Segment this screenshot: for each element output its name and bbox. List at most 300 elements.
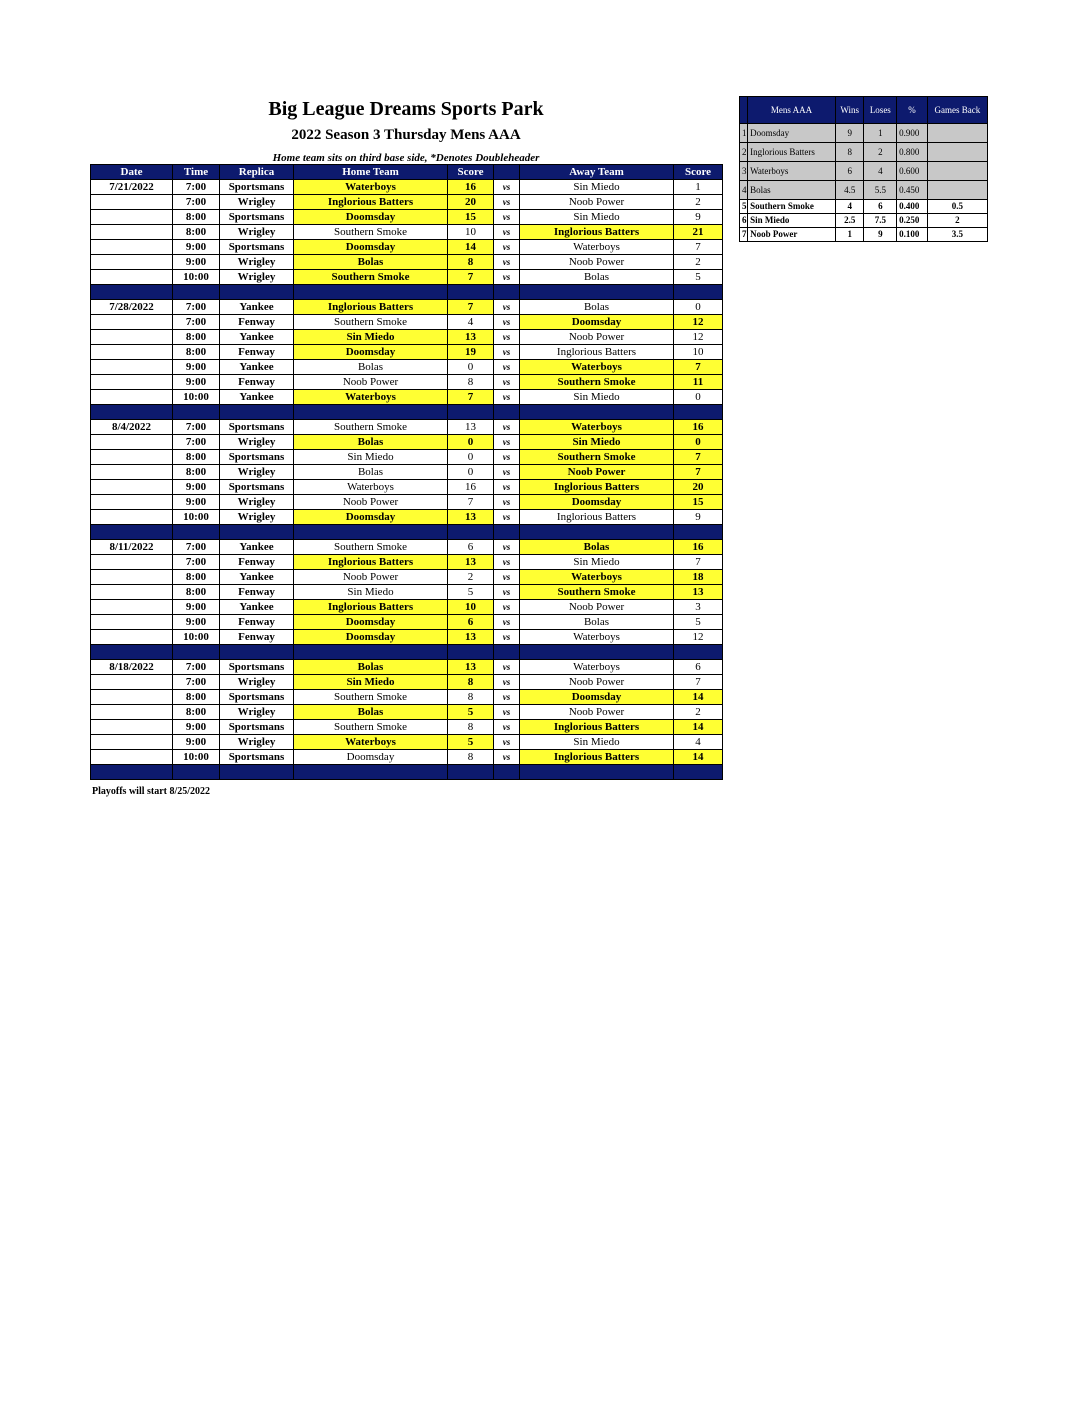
- separator-cell: [520, 405, 674, 420]
- standings-division-header: Mens AAA: [748, 97, 836, 124]
- standings-pct: 0.600: [897, 162, 928, 181]
- schedule-table: [90, 164, 723, 780]
- table-row: [91, 615, 723, 630]
- away-team: Sin Miedo: [520, 210, 674, 225]
- home-score: 13: [448, 660, 494, 675]
- home-score: 10: [448, 600, 494, 615]
- home-score: 7: [448, 390, 494, 405]
- home-team: Southern Smoke: [294, 540, 448, 555]
- home-team: Bolas: [294, 255, 448, 270]
- away-score: 20: [674, 480, 723, 495]
- game-replica: Sportsmans: [220, 210, 294, 225]
- game-time: 9:00: [173, 240, 220, 255]
- standings-loses: 9: [864, 228, 897, 242]
- separator-cell: [91, 285, 173, 300]
- game-time: 7:00: [173, 555, 220, 570]
- home-score: 8: [448, 720, 494, 735]
- vs-label: vs: [494, 675, 520, 690]
- away-score: 7: [674, 555, 723, 570]
- vs-label: vs: [494, 705, 520, 720]
- table-row: [91, 450, 723, 465]
- game-time: 8:00: [173, 570, 220, 585]
- separator-cell: [674, 405, 723, 420]
- game-date: [91, 720, 173, 735]
- away-team: Noob Power: [520, 330, 674, 345]
- game-replica: Fenway: [220, 585, 294, 600]
- game-date: [91, 555, 173, 570]
- home-team: Doomsday: [294, 345, 448, 360]
- game-replica: Fenway: [220, 615, 294, 630]
- home-score: 13: [448, 330, 494, 345]
- separator-cell: [448, 645, 494, 660]
- home-team: Waterboys: [294, 180, 448, 195]
- standings-pct-header: %: [897, 97, 928, 124]
- week-separator: [91, 525, 723, 540]
- game-time: 9:00: [173, 720, 220, 735]
- game-date: [91, 360, 173, 375]
- home-score: 7: [448, 270, 494, 285]
- separator-cell: [294, 525, 448, 540]
- standings-games-back: [927, 124, 987, 143]
- standings-pct: 0.250: [897, 214, 928, 228]
- table-row: [91, 240, 723, 255]
- game-date: [91, 390, 173, 405]
- table-row: [91, 270, 723, 285]
- game-time: 8:00: [173, 585, 220, 600]
- vs-label: vs: [494, 735, 520, 750]
- home-score: 0: [448, 360, 494, 375]
- vs-label: vs: [494, 345, 520, 360]
- table-row: [91, 555, 723, 570]
- home-score: 14: [448, 240, 494, 255]
- away-score: 7: [674, 240, 723, 255]
- standings-row: [740, 143, 988, 162]
- standings-rank: 5: [740, 200, 748, 214]
- game-time: 10:00: [173, 270, 220, 285]
- game-time: 7:00: [173, 675, 220, 690]
- standings-loses-header: Loses: [864, 97, 897, 124]
- game-date: 8/18/2022: [91, 660, 173, 675]
- away-team: Doomsday: [520, 690, 674, 705]
- vs-label: vs: [494, 465, 520, 480]
- vs-label: vs: [494, 660, 520, 675]
- game-date: 7/28/2022: [91, 300, 173, 315]
- game-replica: Wrigley: [220, 510, 294, 525]
- away-team: Inglorious Batters: [520, 510, 674, 525]
- game-date: [91, 330, 173, 345]
- game-time: 7:00: [173, 180, 220, 195]
- home-team: Doomsday: [294, 240, 448, 255]
- home-score: 6: [448, 615, 494, 630]
- table-row: [91, 315, 723, 330]
- game-replica: Yankee: [220, 390, 294, 405]
- table-row: [91, 255, 723, 270]
- separator-cell: [494, 765, 520, 780]
- standings-rank: 6: [740, 214, 748, 228]
- game-replica: Wrigley: [220, 675, 294, 690]
- away-team: Sin Miedo: [520, 435, 674, 450]
- standings-team: Southern Smoke: [748, 200, 836, 214]
- away-team: Noob Power: [520, 465, 674, 480]
- table-row: [91, 720, 723, 735]
- table-row: [91, 630, 723, 645]
- game-replica: Sportsmans: [220, 240, 294, 255]
- vs-label: vs: [494, 615, 520, 630]
- home-score: 13: [448, 555, 494, 570]
- game-time: 7:00: [173, 435, 220, 450]
- vs-label: vs: [494, 225, 520, 240]
- table-row: [91, 330, 723, 345]
- away-team: Waterboys: [520, 660, 674, 675]
- home-team: Sin Miedo: [294, 450, 448, 465]
- home-score: 15: [448, 210, 494, 225]
- away-score: 9: [674, 510, 723, 525]
- standings-loses: 5.5: [864, 181, 897, 200]
- game-date: 8/4/2022: [91, 420, 173, 435]
- away-score: 7: [674, 675, 723, 690]
- away-score: 10: [674, 345, 723, 360]
- home-team: Bolas: [294, 360, 448, 375]
- vs-label: vs: [494, 630, 520, 645]
- home-score: 5: [448, 705, 494, 720]
- separator-cell: [674, 285, 723, 300]
- away-score: 5: [674, 270, 723, 285]
- away-score: 14: [674, 720, 723, 735]
- home-team: Inglorious Batters: [294, 195, 448, 210]
- away-team: Doomsday: [520, 315, 674, 330]
- standings-games-back: 2: [927, 214, 987, 228]
- game-replica: Yankee: [220, 600, 294, 615]
- standings-team: Sin Miedo: [748, 214, 836, 228]
- table-row: [91, 300, 723, 315]
- home-score: 8: [448, 255, 494, 270]
- standings-wins: 4: [835, 200, 864, 214]
- home-score: 4: [448, 315, 494, 330]
- table-row: [91, 420, 723, 435]
- home-team: Bolas: [294, 705, 448, 720]
- away-team: Inglorious Batters: [520, 225, 674, 240]
- week-separator: [91, 645, 723, 660]
- game-time: 9:00: [173, 375, 220, 390]
- standings-wins: 8: [835, 143, 864, 162]
- game-replica: Fenway: [220, 555, 294, 570]
- standings-wins: 2.5: [835, 214, 864, 228]
- home-score: 13: [448, 420, 494, 435]
- vs-label: vs: [494, 180, 520, 195]
- table-row: [91, 180, 723, 195]
- game-time: 8:00: [173, 465, 220, 480]
- away-team: Inglorious Batters: [520, 345, 674, 360]
- table-row: [91, 210, 723, 225]
- home-team: Noob Power: [294, 375, 448, 390]
- game-replica: Wrigley: [220, 435, 294, 450]
- standings-row: [740, 214, 988, 228]
- standings-loses: 7.5: [864, 214, 897, 228]
- standings-games-back: 0.5: [927, 200, 987, 214]
- separator-cell: [520, 765, 674, 780]
- col-time-header: Time: [173, 165, 220, 180]
- away-team: Southern Smoke: [520, 585, 674, 600]
- separator-cell: [448, 765, 494, 780]
- game-replica: Yankee: [220, 360, 294, 375]
- away-score: 2: [674, 705, 723, 720]
- home-team: Southern Smoke: [294, 315, 448, 330]
- standings-pct: 0.450: [897, 181, 928, 200]
- home-team: Inglorious Batters: [294, 600, 448, 615]
- home-score: 13: [448, 510, 494, 525]
- game-date: [91, 630, 173, 645]
- game-time: 9:00: [173, 600, 220, 615]
- away-team: Inglorious Batters: [520, 720, 674, 735]
- away-score: 13: [674, 585, 723, 600]
- separator-cell: [91, 765, 173, 780]
- game-time: 9:00: [173, 735, 220, 750]
- game-date: [91, 585, 173, 600]
- game-time: 8:00: [173, 330, 220, 345]
- separator-cell: [494, 525, 520, 540]
- standings-games-back: [927, 143, 987, 162]
- separator-cell: [220, 405, 294, 420]
- away-team: Sin Miedo: [520, 390, 674, 405]
- game-replica: Yankee: [220, 330, 294, 345]
- table-row: [91, 660, 723, 675]
- away-team: Inglorious Batters: [520, 480, 674, 495]
- away-score: 3: [674, 600, 723, 615]
- game-replica: Sportsmans: [220, 480, 294, 495]
- standings-games-back: [927, 162, 987, 181]
- separator-cell: [448, 405, 494, 420]
- standings-row: [740, 228, 988, 242]
- separator-cell: [448, 525, 494, 540]
- game-time: 7:00: [173, 420, 220, 435]
- game-date: [91, 315, 173, 330]
- home-score: 8: [448, 690, 494, 705]
- away-score: 12: [674, 630, 723, 645]
- vs-label: vs: [494, 270, 520, 285]
- separator-cell: [173, 645, 220, 660]
- col-vs-header: [494, 165, 520, 180]
- away-score: 11: [674, 375, 723, 390]
- home-team: Doomsday: [294, 630, 448, 645]
- game-time: 8:00: [173, 210, 220, 225]
- home-score: 0: [448, 450, 494, 465]
- vs-label: vs: [494, 315, 520, 330]
- vs-label: vs: [494, 720, 520, 735]
- game-time: 10:00: [173, 630, 220, 645]
- away-score: 9: [674, 210, 723, 225]
- separator-cell: [494, 645, 520, 660]
- away-score: 7: [674, 465, 723, 480]
- standings-loses: 1: [864, 124, 897, 143]
- table-row: [91, 705, 723, 720]
- away-team: Sin Miedo: [520, 555, 674, 570]
- vs-label: vs: [494, 390, 520, 405]
- separator-cell: [220, 765, 294, 780]
- standings-wins: 9: [835, 124, 864, 143]
- vs-label: vs: [494, 540, 520, 555]
- away-score: 18: [674, 570, 723, 585]
- home-score: 19: [448, 345, 494, 360]
- table-row: [91, 225, 723, 240]
- standings-row: [740, 162, 988, 181]
- separator-cell: [494, 405, 520, 420]
- away-team: Bolas: [520, 615, 674, 630]
- table-row: [91, 360, 723, 375]
- separator-cell: [520, 285, 674, 300]
- standings-body: [740, 124, 988, 242]
- game-date: [91, 465, 173, 480]
- vs-label: vs: [494, 255, 520, 270]
- col-replica-header: Replica: [220, 165, 294, 180]
- table-row: [91, 585, 723, 600]
- game-date: [91, 495, 173, 510]
- game-date: [91, 375, 173, 390]
- away-score: 2: [674, 255, 723, 270]
- game-date: 7/21/2022: [91, 180, 173, 195]
- away-team: Southern Smoke: [520, 450, 674, 465]
- week-separator: [91, 285, 723, 300]
- game-replica: Sportsmans: [220, 420, 294, 435]
- away-team: Noob Power: [520, 600, 674, 615]
- standings-loses: 2: [864, 143, 897, 162]
- home-team: Inglorious Batters: [294, 300, 448, 315]
- separator-cell: [448, 285, 494, 300]
- away-team: Waterboys: [520, 630, 674, 645]
- home-team: Noob Power: [294, 495, 448, 510]
- col-home-team-header: Home Team: [294, 165, 448, 180]
- vs-label: vs: [494, 420, 520, 435]
- home-team: Bolas: [294, 435, 448, 450]
- game-date: [91, 600, 173, 615]
- standings-pct: 0.400: [897, 200, 928, 214]
- home-team: Waterboys: [294, 390, 448, 405]
- week-separator: [91, 405, 723, 420]
- standings-rank: 4: [740, 181, 748, 200]
- vs-label: vs: [494, 360, 520, 375]
- game-date: [91, 210, 173, 225]
- home-team: Bolas: [294, 660, 448, 675]
- table-row: [91, 495, 723, 510]
- separator-cell: [294, 285, 448, 300]
- home-score: 8: [448, 375, 494, 390]
- game-time: 7:00: [173, 195, 220, 210]
- home-score: 5: [448, 585, 494, 600]
- standings-pct: 0.100: [897, 228, 928, 242]
- table-row: [91, 375, 723, 390]
- home-score: 10: [448, 225, 494, 240]
- away-team: Waterboys: [520, 570, 674, 585]
- away-team: Bolas: [520, 300, 674, 315]
- away-team: Waterboys: [520, 360, 674, 375]
- game-date: [91, 240, 173, 255]
- table-row: [91, 480, 723, 495]
- game-replica: Sportsmans: [220, 450, 294, 465]
- table-row: [91, 465, 723, 480]
- game-replica: Sportsmans: [220, 720, 294, 735]
- separator-cell: [173, 405, 220, 420]
- away-score: 0: [674, 300, 723, 315]
- game-time: 7:00: [173, 315, 220, 330]
- standings-wins: 4.5: [835, 181, 864, 200]
- home-team: Doomsday: [294, 210, 448, 225]
- game-date: [91, 270, 173, 285]
- away-score: 16: [674, 420, 723, 435]
- home-score: 7: [448, 495, 494, 510]
- away-score: 0: [674, 435, 723, 450]
- away-team: Southern Smoke: [520, 375, 674, 390]
- game-time: 9:00: [173, 495, 220, 510]
- table-row: [91, 600, 723, 615]
- schedule-header-row: [91, 165, 723, 180]
- separator-cell: [294, 405, 448, 420]
- away-team: Bolas: [520, 540, 674, 555]
- standings-team: Noob Power: [748, 228, 836, 242]
- away-score: 14: [674, 690, 723, 705]
- standings-games-back: 3.5: [927, 228, 987, 242]
- game-time: 9:00: [173, 615, 220, 630]
- away-team: Sin Miedo: [520, 735, 674, 750]
- standings-loses: 6: [864, 200, 897, 214]
- game-replica: Wrigley: [220, 705, 294, 720]
- game-replica: Wrigley: [220, 195, 294, 210]
- vs-label: vs: [494, 210, 520, 225]
- separator-cell: [91, 525, 173, 540]
- game-date: [91, 450, 173, 465]
- table-row: [91, 195, 723, 210]
- separator-cell: [674, 525, 723, 540]
- game-replica: Sportsmans: [220, 750, 294, 765]
- separator-cell: [294, 645, 448, 660]
- vs-label: vs: [494, 240, 520, 255]
- game-replica: Wrigley: [220, 495, 294, 510]
- away-team: Noob Power: [520, 195, 674, 210]
- game-time: 10:00: [173, 750, 220, 765]
- separator-cell: [173, 285, 220, 300]
- playoffs-note: Playoffs will start 8/25/2022: [92, 786, 211, 797]
- page-note: Home team sits on third base side, *Denotes Doubleheader: [272, 152, 540, 164]
- standings-table: [739, 96, 988, 242]
- game-date: [91, 345, 173, 360]
- away-score: 16: [674, 540, 723, 555]
- table-row: [91, 435, 723, 450]
- separator-cell: [494, 285, 520, 300]
- game-replica: Sportsmans: [220, 660, 294, 675]
- away-team: Noob Power: [520, 675, 674, 690]
- table-row: [91, 510, 723, 525]
- separator-cell: [674, 645, 723, 660]
- vs-label: vs: [494, 375, 520, 390]
- game-time: 9:00: [173, 480, 220, 495]
- home-team: Waterboys: [294, 480, 448, 495]
- table-row: [91, 735, 723, 750]
- home-score: 6: [448, 540, 494, 555]
- schedule-body: [91, 180, 723, 780]
- home-team: Southern Smoke: [294, 270, 448, 285]
- game-replica: Wrigley: [220, 465, 294, 480]
- table-row: [91, 690, 723, 705]
- separator-cell: [220, 645, 294, 660]
- col-home-score-header: Score: [448, 165, 494, 180]
- home-team: Noob Power: [294, 570, 448, 585]
- away-team: Doomsday: [520, 495, 674, 510]
- vs-label: vs: [494, 450, 520, 465]
- game-replica: Fenway: [220, 630, 294, 645]
- table-row: [91, 675, 723, 690]
- home-score: 20: [448, 195, 494, 210]
- page-title: Big League Dreams Sports Park: [268, 98, 544, 120]
- vs-label: vs: [494, 600, 520, 615]
- home-team: Sin Miedo: [294, 330, 448, 345]
